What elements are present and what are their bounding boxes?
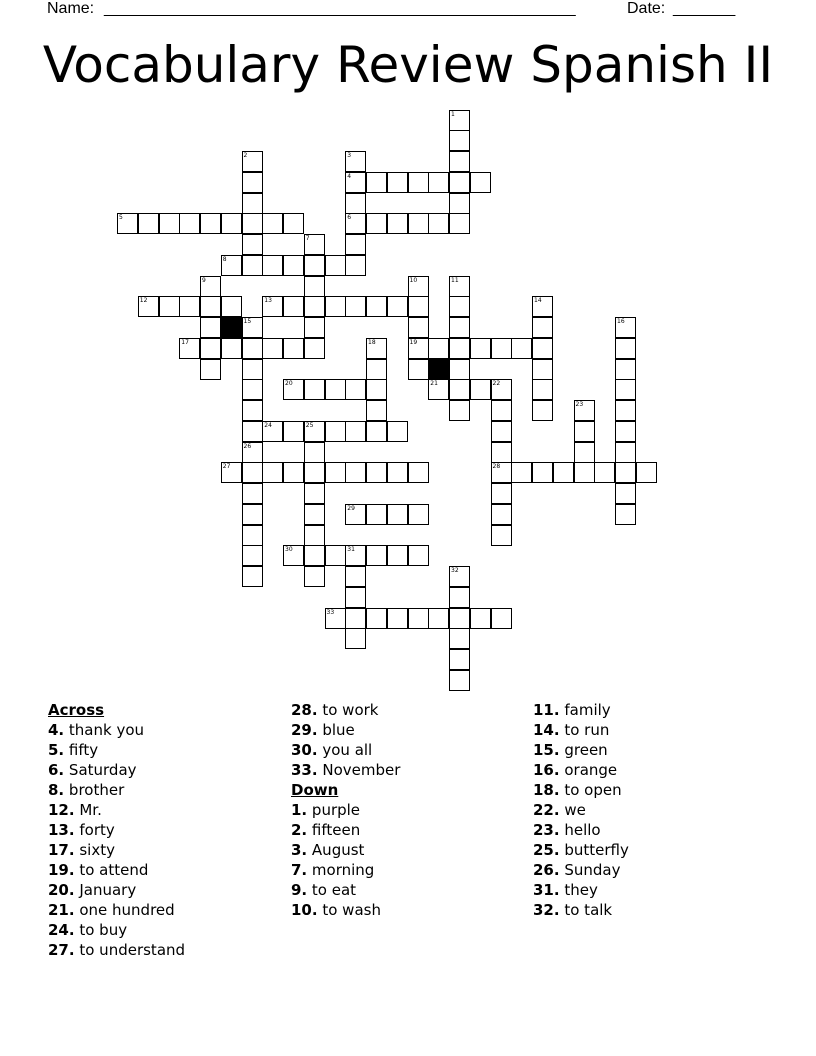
cell-number: 27 <box>222 463 231 471</box>
crossword-cell[interactable] <box>366 608 387 629</box>
clue-item: 28. to work <box>291 701 379 719</box>
crossword-cell[interactable] <box>304 317 325 338</box>
crossword-cell[interactable] <box>366 296 387 317</box>
crossword-cell[interactable] <box>449 400 470 421</box>
crossword-cell[interactable] <box>491 379 512 400</box>
cell-number: 8 <box>222 255 227 263</box>
crossword-cell[interactable] <box>345 504 366 525</box>
crossword-cell[interactable] <box>283 255 304 276</box>
crossword-cell[interactable] <box>511 338 532 359</box>
crossword-cell[interactable] <box>138 296 159 317</box>
crossword-cell[interactable] <box>200 276 221 297</box>
crossword-cell[interactable] <box>179 213 200 234</box>
clues-column-3 <box>533 700 629 920</box>
cell-number: 6 <box>347 214 352 222</box>
crossword-cell[interactable] <box>574 421 595 442</box>
crossword-cell[interactable] <box>304 566 325 587</box>
crossword-cell[interactable] <box>408 213 429 234</box>
clue-item: 13. forty <box>48 821 115 839</box>
crossword-cell[interactable] <box>408 608 429 629</box>
crossword-cell[interactable] <box>449 276 470 297</box>
crossword-cell[interactable] <box>408 359 429 380</box>
crossword-cell[interactable] <box>325 379 346 400</box>
crossword-cell[interactable] <box>387 296 408 317</box>
cell-number: 10 <box>409 276 418 284</box>
crossword-cell[interactable] <box>594 462 615 483</box>
crossword-cell[interactable] <box>449 151 470 172</box>
crossword-cell[interactable] <box>221 255 242 276</box>
clue-item: 11. family <box>533 701 611 719</box>
across-heading: Across <box>48 701 105 719</box>
crossword-cell[interactable] <box>449 670 470 691</box>
date-label: Date: <box>627 0 666 17</box>
crossword-cell[interactable] <box>138 213 159 234</box>
crossword-cell[interactable] <box>387 172 408 193</box>
crossword-cell[interactable] <box>366 504 387 525</box>
crossword-cell[interactable] <box>325 421 346 442</box>
crossword-cell[interactable] <box>325 462 346 483</box>
crossword-cell[interactable] <box>283 462 304 483</box>
cell-number: 12 <box>139 297 148 305</box>
clue-item: 18. to open <box>533 781 622 799</box>
cell-number: 31 <box>347 546 355 554</box>
cell-number: 29 <box>347 504 355 512</box>
crossword-cell[interactable] <box>200 359 221 380</box>
crossword-block <box>221 317 242 338</box>
crossword-cell[interactable] <box>262 296 283 317</box>
crossword-cell[interactable] <box>242 359 263 380</box>
crossword-cell[interactable] <box>262 255 283 276</box>
clue-item: 32. to talk <box>533 901 613 919</box>
crossword-cell[interactable] <box>408 338 429 359</box>
cell-number: 1 <box>451 110 455 118</box>
crossword-cell[interactable] <box>242 193 263 214</box>
cell-number: 17 <box>181 338 189 346</box>
crossword-cell[interactable] <box>491 338 512 359</box>
crossword-cell[interactable] <box>159 296 180 317</box>
crossword-cell[interactable] <box>449 317 470 338</box>
cell-number: 32 <box>451 567 459 574</box>
clue-item: 31. they <box>533 881 598 899</box>
crossword-cell[interactable] <box>221 213 242 234</box>
crossword-cell[interactable] <box>262 421 283 442</box>
clue-item: 33. November <box>291 761 401 779</box>
cell-number: 11 <box>451 276 459 284</box>
crossword-cell[interactable] <box>366 338 387 359</box>
clue-item: 20. January <box>48 881 137 899</box>
crossword-cell[interactable] <box>304 276 325 297</box>
crossword-cell[interactable] <box>283 296 304 317</box>
crossword-cell[interactable] <box>470 379 491 400</box>
clue-item: 4. thank you <box>48 721 145 739</box>
crossword-cell[interactable] <box>242 483 263 504</box>
crossword-cell[interactable] <box>179 338 200 359</box>
crossword-cell[interactable] <box>615 317 636 338</box>
cell-number: 18 <box>368 338 376 346</box>
crossword-cell[interactable] <box>283 338 304 359</box>
crossword-cell[interactable] <box>532 338 553 359</box>
clue-item: 15. green <box>533 741 608 759</box>
crossword-cell[interactable] <box>615 462 636 483</box>
crossword-cell[interactable] <box>636 462 657 483</box>
crossword-cell[interactable] <box>304 379 325 400</box>
crossword-cell[interactable] <box>449 379 470 400</box>
crossword-cell[interactable] <box>345 587 366 608</box>
crossword-cell[interactable] <box>449 296 470 317</box>
crossword-cell[interactable] <box>304 234 325 255</box>
cell-number: 9 <box>202 276 206 284</box>
crossword-cell[interactable] <box>532 317 553 338</box>
cell-number: 14 <box>534 297 542 305</box>
crossword-cell[interactable] <box>242 172 263 193</box>
crossword-cell[interactable] <box>179 296 200 317</box>
crossword-cell[interactable] <box>615 379 636 400</box>
crossword-cell[interactable] <box>470 172 491 193</box>
crossword-cell[interactable] <box>491 400 512 421</box>
crossword-cell[interactable] <box>200 338 221 359</box>
crossword-cell[interactable] <box>325 608 346 629</box>
cell-number: 7 <box>305 235 310 242</box>
crossword-cell[interactable] <box>262 213 283 234</box>
crossword-cell[interactable] <box>470 608 491 629</box>
crossword-cell[interactable] <box>449 359 470 380</box>
crossword-cell[interactable] <box>345 172 366 193</box>
crossword-cell[interactable] <box>345 296 366 317</box>
crossword-cell[interactable] <box>408 317 429 338</box>
crossword-cell[interactable] <box>262 338 283 359</box>
crossword-cell[interactable] <box>574 400 595 421</box>
clue-item: 21. one hundred <box>48 901 175 919</box>
crossword-cell[interactable] <box>345 421 366 442</box>
crossword-cell[interactable] <box>345 545 366 566</box>
crossword-cell[interactable] <box>449 213 470 234</box>
crossword-cell[interactable] <box>387 608 408 629</box>
cell-number: 16 <box>617 318 625 325</box>
clue-item: 30. you all <box>291 741 373 759</box>
crossword-cell[interactable] <box>449 587 470 608</box>
crossword-cell[interactable] <box>615 442 636 463</box>
clue-item: 22. we <box>533 801 586 819</box>
cell-number: 19 <box>409 338 418 346</box>
cell-number: 33 <box>326 608 335 616</box>
crossword-cell[interactable] <box>366 213 387 234</box>
crossword-cell[interactable] <box>387 504 408 525</box>
cell-number: 13 <box>264 297 272 305</box>
crossword-cell[interactable] <box>408 296 429 317</box>
crossword-cell[interactable] <box>221 296 242 317</box>
crossword-cell[interactable] <box>491 421 512 442</box>
crossword-cell[interactable] <box>615 483 636 504</box>
date-field[interactable]: _______ <box>673 0 736 17</box>
crossword-cell[interactable] <box>428 608 449 629</box>
crossword-cell[interactable] <box>532 400 553 421</box>
cell-number: 26 <box>243 442 252 450</box>
crossword-cell[interactable] <box>304 296 325 317</box>
clue-item: 23. hello <box>533 821 601 839</box>
cell-number: 23 <box>575 401 584 408</box>
crossword-cell[interactable] <box>532 359 553 380</box>
crossword-cell[interactable] <box>532 379 553 400</box>
crossword-cell[interactable] <box>242 317 263 338</box>
clue-item: 9. to eat <box>291 881 357 899</box>
crossword-cell[interactable] <box>345 608 366 629</box>
crossword-cell[interactable] <box>345 255 366 276</box>
crossword-cell[interactable] <box>304 504 325 525</box>
crossword-cell[interactable] <box>615 504 636 525</box>
crossword-cell[interactable] <box>449 110 470 131</box>
crossword-cell[interactable] <box>242 379 263 400</box>
crossword-cell[interactable] <box>345 193 366 214</box>
crossword-cell[interactable] <box>200 296 221 317</box>
crossword-cell[interactable] <box>325 296 346 317</box>
crossword-cell[interactable] <box>242 234 263 255</box>
crossword-cell[interactable] <box>325 545 346 566</box>
crossword-cell[interactable] <box>387 421 408 442</box>
crossword-cell[interactable] <box>574 442 595 463</box>
crossword-cell[interactable] <box>615 338 636 359</box>
cell-number: 2 <box>243 152 248 159</box>
crossword-cell[interactable] <box>304 421 325 442</box>
crossword-cell[interactable] <box>304 442 325 463</box>
clue-item: 8. brother <box>48 781 125 799</box>
crossword-cell[interactable] <box>449 338 470 359</box>
crossword-cell[interactable] <box>428 379 449 400</box>
crossword-block <box>428 359 449 380</box>
crossword-cell[interactable] <box>449 193 470 214</box>
crossword-cell[interactable] <box>408 545 429 566</box>
crossword-cell[interactable] <box>491 525 512 546</box>
crossword-cell[interactable] <box>491 483 512 504</box>
crossword-cell[interactable] <box>200 213 221 234</box>
crossword-cell[interactable] <box>408 276 429 297</box>
crossword-cell[interactable] <box>159 213 180 234</box>
crossword-cell[interactable] <box>242 338 263 359</box>
crossword-cell[interactable] <box>408 172 429 193</box>
crossword-cell[interactable] <box>304 462 325 483</box>
crossword-cell[interactable] <box>242 504 263 525</box>
crossword-cell[interactable] <box>242 545 263 566</box>
crossword-cell[interactable] <box>449 649 470 670</box>
crossword-cell[interactable] <box>242 255 263 276</box>
cell-number: 15 <box>243 318 252 325</box>
crossword-cell[interactable] <box>345 213 366 234</box>
crossword-cell[interactable] <box>304 545 325 566</box>
clue-item: 27. to understand <box>48 941 186 959</box>
crossword-cell[interactable] <box>242 421 263 442</box>
crossword-cell[interactable] <box>449 628 470 649</box>
crossword-cell[interactable] <box>491 504 512 525</box>
cell-number: 20 <box>285 380 293 388</box>
clue-item: 16. orange <box>533 761 618 779</box>
crossword-cell[interactable] <box>304 255 325 276</box>
crossword-cell[interactable] <box>366 359 387 380</box>
crossword-cell[interactable] <box>345 234 366 255</box>
crossword-cell[interactable] <box>304 338 325 359</box>
name-label: Name: <box>47 0 95 17</box>
crossword-cell[interactable] <box>283 213 304 234</box>
crossword-cell[interactable] <box>283 421 304 442</box>
crossword-cell[interactable] <box>200 317 221 338</box>
cell-number: 5 <box>119 214 123 222</box>
crossword-cell[interactable] <box>428 213 449 234</box>
crossword-cell[interactable] <box>345 151 366 172</box>
clue-item: 5. fifty <box>48 741 99 759</box>
crossword-cell[interactable] <box>449 172 470 193</box>
crossword-cell[interactable] <box>262 462 283 483</box>
crossword-cell[interactable] <box>387 545 408 566</box>
cell-number: 28 <box>492 463 501 471</box>
cell-number: 30 <box>285 546 293 554</box>
clue-item: 6. Saturday <box>48 761 137 779</box>
page-title: Vocabulary Review Spanish II <box>42 36 774 94</box>
crossword-cell[interactable] <box>242 400 263 421</box>
clue-item: 26. Sunday <box>533 861 621 879</box>
crossword-cell[interactable] <box>366 379 387 400</box>
clues-column-1 <box>48 700 185 960</box>
clues-column-2 <box>291 700 400 920</box>
crossword-cell[interactable] <box>449 566 470 587</box>
crossword-cell[interactable] <box>428 338 449 359</box>
clue-item: 10. to wash <box>291 901 381 919</box>
cell-number: 21 <box>430 380 438 388</box>
crossword-cell[interactable] <box>428 172 449 193</box>
crossword-cell[interactable] <box>491 608 512 629</box>
crossword-cell[interactable] <box>242 151 263 172</box>
crossword-cell[interactable] <box>574 462 595 483</box>
crossword-cell[interactable] <box>345 379 366 400</box>
crossword-cell[interactable] <box>532 462 553 483</box>
crossword-cell[interactable] <box>325 255 346 276</box>
crossword-cell[interactable] <box>408 462 429 483</box>
crossword-cell[interactable] <box>470 338 491 359</box>
clue-item: 1. purple <box>291 801 361 819</box>
crossword-cell[interactable] <box>491 442 512 463</box>
crossword-cell[interactable] <box>283 379 304 400</box>
crossword-cell[interactable] <box>221 462 242 483</box>
crossword-cell[interactable] <box>242 462 263 483</box>
crossword-cell[interactable] <box>615 359 636 380</box>
crossword-cell[interactable] <box>449 130 470 151</box>
crossword-cell[interactable] <box>366 172 387 193</box>
clue-item: 12. Mr. <box>48 801 102 819</box>
crossword-cell[interactable] <box>242 566 263 587</box>
crossword-cell[interactable] <box>615 421 636 442</box>
down-heading: Down <box>291 781 339 799</box>
crossword-cell[interactable] <box>511 462 532 483</box>
crossword-cell[interactable] <box>117 213 138 234</box>
clue-item: 17. sixty <box>48 841 115 859</box>
crossword-cell[interactable] <box>387 213 408 234</box>
clue-item: 14. to run <box>533 721 610 739</box>
name-field[interactable]: _____________________________________________________ <box>104 0 576 17</box>
crossword-cell[interactable] <box>532 296 553 317</box>
crossword-cell[interactable] <box>345 462 366 483</box>
cell-number: 25 <box>305 421 314 429</box>
clue-item: 3. August <box>291 841 365 859</box>
crossword-cell[interactable] <box>242 525 263 546</box>
crossword-cell[interactable] <box>449 608 470 629</box>
clue-item: 2. fifteen <box>291 821 361 839</box>
crossword-cell[interactable] <box>366 545 387 566</box>
crossword-cell[interactable] <box>345 628 366 649</box>
clue-item: 25. butterfly <box>533 841 629 859</box>
crossword-cell[interactable] <box>387 462 408 483</box>
crossword-cell[interactable] <box>345 566 366 587</box>
crossword-cell[interactable] <box>366 421 387 442</box>
crossword-cell[interactable] <box>366 400 387 421</box>
clue-item: 24. to buy <box>48 921 128 939</box>
crossword-cell[interactable] <box>366 462 387 483</box>
cell-number: 4 <box>347 172 352 180</box>
cell-number: 3 <box>347 152 352 159</box>
crossword-cell[interactable] <box>304 525 325 546</box>
crossword-cell[interactable] <box>408 504 429 525</box>
crossword-cell[interactable] <box>242 213 263 234</box>
crossword-cell[interactable] <box>491 462 512 483</box>
clue-item: 29. blue <box>291 721 355 739</box>
clue-item: 7. morning <box>291 861 375 879</box>
cell-number: 24 <box>264 421 272 429</box>
crossword-cell[interactable] <box>283 545 304 566</box>
crossword-cell[interactable] <box>304 483 325 504</box>
cell-number: 22 <box>492 380 501 388</box>
clue-item: 19. to attend <box>48 861 149 879</box>
crossword-cell[interactable] <box>615 400 636 421</box>
crossword-cell[interactable] <box>221 338 242 359</box>
crossword-cell[interactable] <box>242 442 263 463</box>
crossword-cell[interactable] <box>553 462 574 483</box>
